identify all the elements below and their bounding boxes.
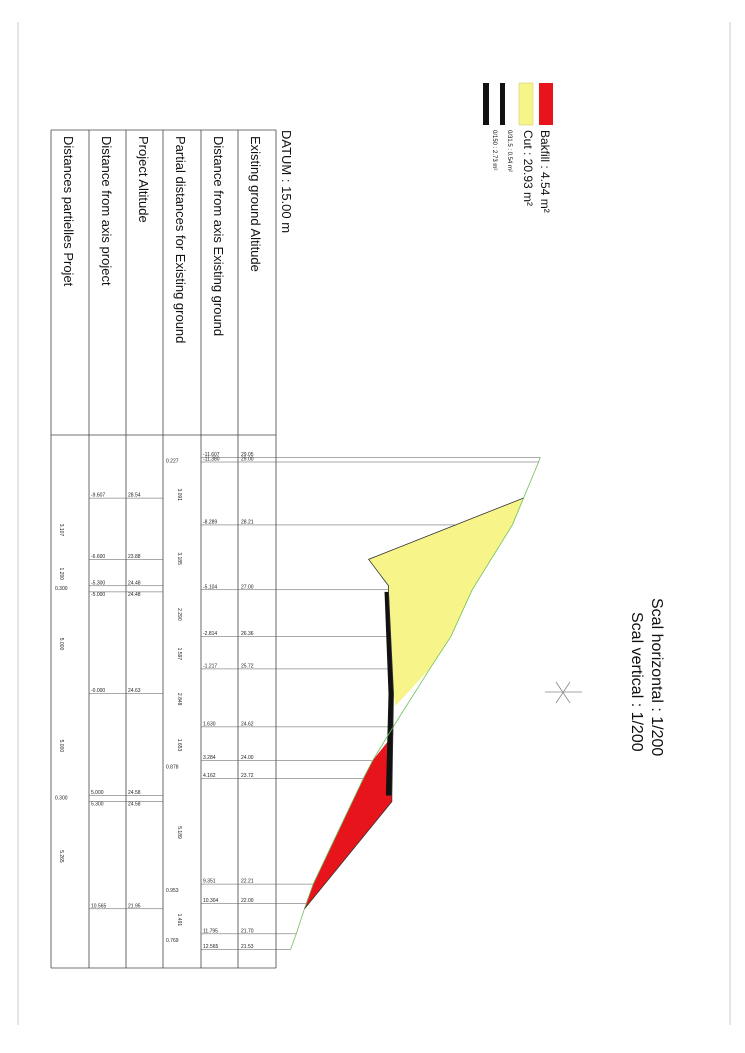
ground-partial-value: 2.290 [176, 608, 182, 621]
ground-partial-value: 3.185 [176, 552, 182, 565]
ground-altitude-value: 24.00 [241, 755, 254, 762]
ground-partial-value: 1.653 [176, 738, 182, 752]
ground-distance-value: -11.607 [203, 451, 220, 458]
ground-altitude-value: 25.72 [241, 663, 254, 670]
project-partial-value: 0.300 [55, 585, 68, 592]
project-altitude-value: 24.48 [128, 591, 141, 598]
project-distance-value: -0.000 [91, 688, 106, 695]
ground-distance-value: -5.104 [203, 584, 218, 591]
project-altitude-value: 24.58 [128, 790, 141, 796]
ground-partial-value: 1.597 [176, 647, 182, 661]
row-label-project-partial: Distances partielles Projet [61, 136, 76, 287]
ground-partial-value: 0.769 [166, 937, 179, 944]
profile-drawing [291, 457, 541, 949]
ground-distance-value: -11.380 [203, 456, 220, 463]
table-row-labels [61, 136, 263, 343]
row-label-project-altitude: Project Altitude [136, 136, 151, 223]
ground-altitude-value: 22.00 [241, 897, 254, 904]
project-distance-value: -5.300 [91, 580, 106, 587]
ground-partial-value: 0.953 [166, 888, 179, 895]
project-distance-value: 5.300 [91, 801, 104, 808]
legend-swatch-backfill [539, 83, 553, 125]
row-label-ground-partial: Partial distances for Existing ground [173, 136, 188, 344]
ground-distance-value: -2.814 [203, 630, 218, 637]
ground-distance-value: -8.289 [203, 519, 218, 526]
ground-altitude-value: 21.70 [241, 928, 254, 935]
ground-altitude-value: 23.72 [241, 772, 254, 779]
ground-altitude-value: 28.21 [241, 519, 254, 526]
project-partial-value: 0.300 [55, 795, 68, 802]
row-label-project-distance: Distance from axis project [99, 136, 114, 286]
ground-partial-value: 0.227 [166, 458, 179, 465]
datum-label: DATUM : 15.00 m [279, 130, 294, 234]
axis-symbol [545, 682, 582, 703]
project-distance-value: 10.565 [91, 903, 107, 910]
project-partial-value: 5.265 [58, 850, 64, 863]
ground-altitude-value: 29.05 [241, 451, 254, 458]
project-partial-value: 3.107 [58, 523, 64, 537]
ground-altitude-value: 29.00 [241, 456, 254, 463]
ground-altitude-value: 27.00 [241, 584, 254, 591]
scale-horizontal: Scal horizontal : 1/200 [648, 598, 665, 757]
project-distance-value: -6.600 [91, 553, 106, 560]
cut-area [369, 462, 539, 706]
scale-vertical: Scal vertical : 1/200 [628, 612, 645, 752]
ground-distance-value: 4.162 [203, 772, 216, 779]
project-altitude-value: 24.58 [128, 801, 141, 808]
ground-partial-value: 1.491 [176, 913, 182, 927]
ground-distance-value: 12.565 [203, 944, 219, 951]
ground-altitude-value: 24.62 [241, 721, 254, 728]
project-altitude-value: 21.95 [128, 903, 141, 910]
project-partial-value: 5.000 [58, 637, 64, 651]
project-altitude-value: 23.88 [128, 553, 141, 560]
project-distance-value: -5.000 [91, 591, 106, 598]
data-table [51, 130, 276, 968]
project-partial-value: 1.200 [58, 567, 64, 581]
project-altitude-value: 24.63 [128, 688, 141, 695]
project-distance-value: 5.000 [91, 790, 104, 796]
legend-swatch-0-150 [483, 83, 489, 125]
project-distance-value: -9.607 [91, 492, 106, 499]
ground-distance-value: 9.351 [203, 878, 216, 885]
ground-distance-value: 3.284 [203, 755, 216, 762]
project-altitude-value: 24.48 [128, 580, 141, 587]
ground-partial-value: 3.091 [176, 488, 182, 501]
legend-label-cut: Cut : 20.93 m² [521, 130, 535, 207]
legend-label-0-31-5: 0/31.5 : 0.54 m² [506, 130, 512, 173]
project-altitude-value: 28.54 [128, 492, 141, 499]
ground-partial-value: 0.878 [166, 764, 179, 771]
ground-altitude-value: 22.21 [241, 878, 254, 885]
row-label-ground-altitude: Existing ground Altitude [248, 136, 263, 272]
project-partial-value: 5.000 [58, 739, 64, 753]
legend [483, 83, 553, 213]
legend-swatch-cut [519, 83, 533, 125]
ground-distance-value: 10.304 [203, 897, 219, 904]
ground-altitude-value: 26.36 [241, 630, 254, 637]
table-values [55, 452, 254, 950]
row-label-ground-distance: Distance from axis Existing ground [211, 136, 226, 337]
legend-label-0-150: 0/150 : 2.73 m² [491, 130, 497, 171]
legend-swatch-0-31-5 [500, 83, 505, 125]
ground-altitude-value: 21.53 [241, 944, 254, 951]
ground-partial-value: 5.189 [176, 826, 182, 839]
ground-distance-value: 1.630 [203, 721, 216, 728]
legend-label-backfill: Bakfill : 4.54 m² [538, 130, 552, 213]
ground-partial-value: 2.848 [176, 692, 182, 706]
ground-distance-value: -1.217 [203, 663, 218, 670]
ground-distance-value: 11.795 [203, 928, 218, 935]
